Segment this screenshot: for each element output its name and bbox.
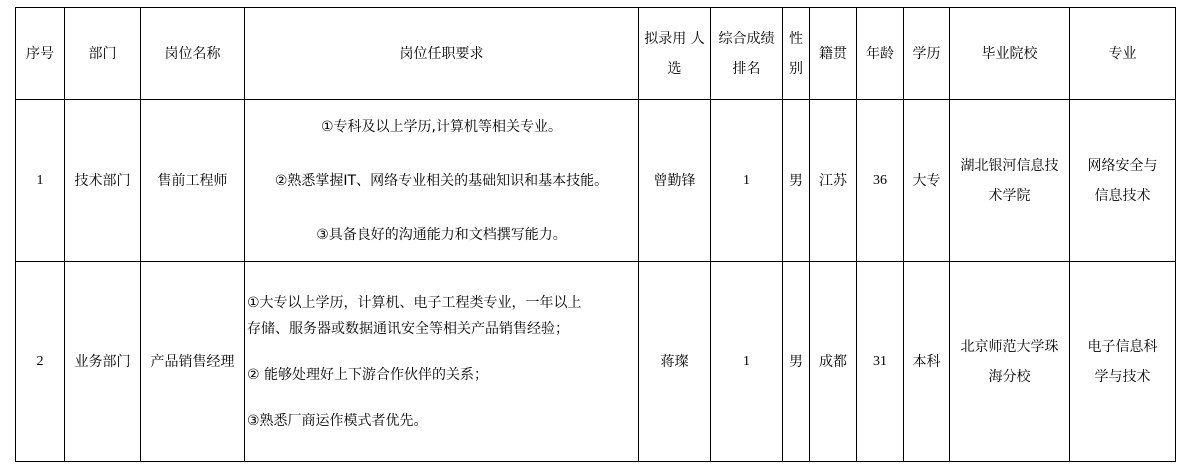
row-position: 售前工程师: [141, 100, 245, 262]
header-education: 学历: [904, 8, 950, 100]
row-age: 31: [857, 262, 904, 462]
header-requirements: 岗位任职要求: [245, 8, 639, 100]
header-age: 年龄: [857, 8, 904, 100]
row-origin: 江苏: [810, 100, 857, 262]
header-gender-line1: 性: [789, 30, 803, 47]
row-department: 业务部门: [65, 262, 141, 462]
table-row: [16, 100, 1176, 262]
row-school: [950, 262, 1070, 462]
row-education: 大专: [904, 100, 950, 262]
header-gender: [783, 8, 810, 100]
row-gender: 男: [783, 100, 810, 262]
header-index: 序号: [16, 8, 65, 100]
row-index: 2: [16, 262, 65, 462]
header-candidate-line2: 选: [667, 60, 682, 77]
header-rank: [711, 8, 783, 100]
row-age: 36: [857, 100, 904, 262]
requirement-line: ②熟悉掌握IT、网络专业相关的基础知识和基本技能。: [274, 172, 609, 189]
row-major-line2: 学与技术: [1094, 368, 1151, 385]
header-row: [16, 8, 1176, 100]
row-major-line1: 电子信息科: [1087, 338, 1158, 355]
row-education: 本科: [904, 262, 950, 462]
row-major: [1070, 262, 1176, 462]
row-major-line2: 信息技术: [1094, 187, 1151, 204]
row-school-line2: 海分校: [988, 368, 1031, 385]
row-rank: 1: [711, 262, 783, 462]
header-candidate: [639, 8, 711, 100]
header-rank-line2: 排名: [732, 60, 761, 77]
row-candidate: 曾勤锋: [639, 100, 711, 262]
row-rank: 1: [711, 100, 783, 262]
hiring-results-table: [15, 7, 1176, 462]
requirement-line: 存储、服务器或数据通讯安全等相关产品销售经验；: [247, 320, 569, 337]
row-major-line1: 网络安全与: [1087, 157, 1158, 174]
requirement-line: ② 能够处理好上下游合作伙伴的关系；: [247, 366, 488, 383]
header-position: 岗位名称: [141, 8, 245, 100]
row-position: 产品销售经理: [141, 262, 245, 462]
row-gender: 男: [783, 262, 810, 462]
row-index: 1: [16, 100, 65, 262]
row-school-line1: 湖北银河信息技: [960, 157, 1059, 174]
row-major: [1070, 100, 1176, 262]
row-school: [950, 100, 1070, 262]
requirement-line: ①专科及以上学历,计算机等相关专业。: [321, 118, 562, 135]
header-candidate-line1: 拟录用 人: [644, 30, 705, 47]
requirement-line: ③具备良好的沟通能力和文档撰写能力。: [316, 226, 567, 243]
header-origin: 籍贯: [810, 8, 857, 100]
row-school-line1: 北京师范大学珠: [960, 338, 1059, 355]
requirement-line: ①大专以上学历，计算机、电子工程类专业，一年以上: [247, 294, 582, 311]
row-origin: 成都: [810, 262, 857, 462]
header-department: 部门: [65, 8, 141, 100]
requirement-line: ③熟悉厂商运作模式者优先。: [247, 412, 428, 429]
row-requirements: [245, 262, 639, 462]
row-school-line2: 术学院: [988, 187, 1031, 204]
header-gender-line2: 别: [789, 60, 803, 77]
row-candidate: 蒋璨: [639, 262, 711, 462]
header-major: 专业: [1070, 8, 1176, 100]
header-school: 毕业院校: [950, 8, 1070, 100]
header-rank-line1: 综合成绩: [718, 30, 775, 47]
row-requirements: [245, 100, 639, 262]
table-row: [16, 262, 1176, 462]
row-department: 技术部门: [65, 100, 141, 262]
hiring-results-sheet: [15, 7, 1176, 462]
